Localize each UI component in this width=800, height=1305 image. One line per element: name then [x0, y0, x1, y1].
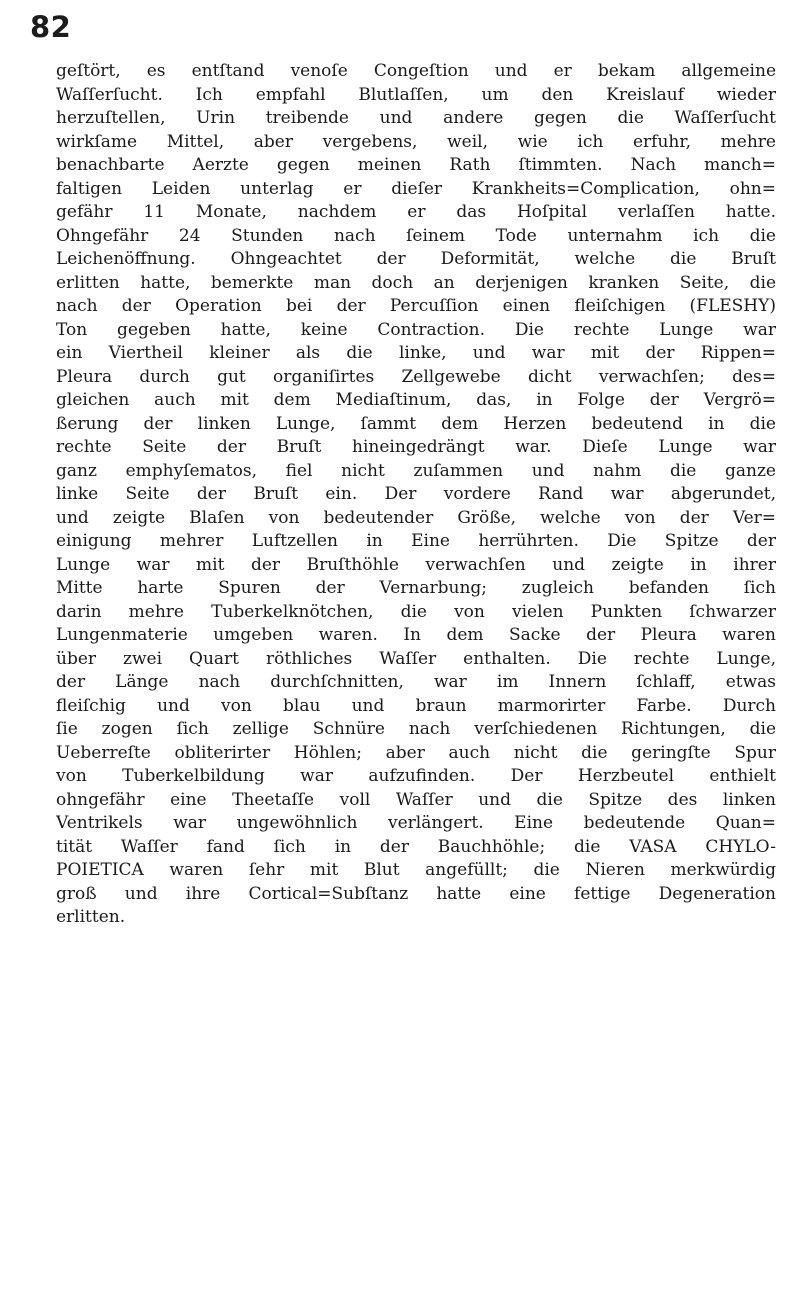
text-line: tität Waſſer fand ſich in der Bauchhöhle; die VASA CHYLO-	[56, 836, 776, 857]
text-line: Mitte harte Spuren der Vernarbung; zugleich befanden ſich	[56, 578, 776, 598]
text-line: wirkſame Mittel, aber vergebens, weil, wie ich erfuhr, mehre	[56, 131, 776, 152]
text-line: faltigen Leiden unterlag er dieſer Krankheits=Complication, ohn=	[56, 178, 776, 199]
text-line: erlitten hatte, bemerkte man doch an derjenigen kranken Seite, die	[56, 272, 776, 293]
text-line: und zeigte Blaſen von bedeutender Größe, welche von der Ver=	[56, 507, 776, 528]
text-line: ganz emphyſematos, fiel nicht zuſammen und nahm die ganze	[56, 460, 776, 481]
text-line: gefähr 11 Monate, nachdem er das Hoſpital verlaſſen hatte.	[56, 202, 776, 222]
text-line: Ventrikels war ungewöhnlich verlängert. Eine bedeutende Quan=	[56, 813, 776, 833]
text-line: herzuſtellen, Urin treibende und andere gegen die Waſſerſucht	[56, 108, 776, 128]
text-line: Lungenmaterie umgeben waren. In dem Sacke der Pleura waren	[56, 625, 776, 645]
text-line: rechte Seite der Bruſt hineingedrängt war. Dieſe Lunge war	[56, 437, 776, 457]
text-line: ſie zogen ſich zellige Schnüre nach verſchiedenen Richtungen, die	[56, 719, 776, 739]
page-number: 82	[30, 10, 72, 44]
text-line: POIETICA waren ſehr mit Blut angefüllt; die Nieren merkwürdig	[56, 860, 776, 880]
text-line: einigung mehrer Luftzellen in Eine herrührten. Die Spitze der	[56, 531, 776, 551]
text-line: ein Viertheil kleiner als die linke, und war mit der Rippen=	[56, 343, 776, 363]
text-line: Ohngefähr 24 Stunden nach ſeinem Tode unternahm ich die	[56, 225, 776, 246]
text-line: von Tuberkelbildung war aufzufinden. Der Herzbeutel enthielt	[56, 766, 776, 786]
text-line: geſtört, es entſtand venoſe Congeſtion und er bekam allgemeine	[56, 61, 776, 81]
text-line: Waſſerſucht. Ich empfahl Blutlaſſen, um den Kreislauf wieder	[56, 84, 776, 105]
text-line: Ton gegeben hatte, keine Contraction. Die rechte Lunge war	[56, 319, 776, 340]
body-text	[56, 60, 776, 930]
text-line: fleiſchig und von blau und braun marmorirter Farbe. Durch	[56, 695, 776, 716]
text-line: darin mehre Tuberkelknötchen, die von vielen Punkten ſchwarzer	[56, 601, 776, 622]
text-line: Pleura durch gut organiſirtes Zellgewebe dicht verwachſen; des=	[56, 366, 776, 387]
text-line: ßerung der linken Lunge, ſammt dem Herzen bedeutend in die	[56, 413, 776, 434]
text-line: linke Seite der Bruſt ein. Der vordere Rand war abgerundet,	[56, 484, 776, 504]
text-line: groß und ihre Cortical=Subſtanz hatte eine fettige Degeneration	[56, 883, 776, 904]
text-line: ohngefähr eine Theetaſſe voll Waſſer und die Spitze des linken	[56, 789, 776, 810]
text-line: erlitten.	[56, 907, 126, 927]
text-line: Lunge war mit der Bruſthöhle verwachſen und zeigte in ihrer	[56, 554, 776, 575]
text-line: gleichen auch mit dem Mediaſtinum, das, in Folge der Vergrö=	[56, 390, 776, 410]
text-line: Leichenöffnung. Ohngeachtet der Deformität, welche die Bruſt	[56, 249, 776, 269]
text-line: nach der Operation bei der Percuſſion einen fleiſchigen (FLESHY)	[56, 296, 776, 316]
text-line: der Länge nach durchſchnitten, war im Innern ſchlaff, etwas	[56, 672, 776, 692]
text-line: Ueberreſte obliterirter Höhlen; aber auch nicht die geringſte Spur	[56, 742, 776, 763]
text-line: benachbarte Aerzte gegen meinen Rath ſtimmten. Nach manch=	[56, 155, 776, 175]
text-line: über zwei Quart röthliches Waſſer enthalten. Die rechte Lunge,	[56, 648, 776, 669]
